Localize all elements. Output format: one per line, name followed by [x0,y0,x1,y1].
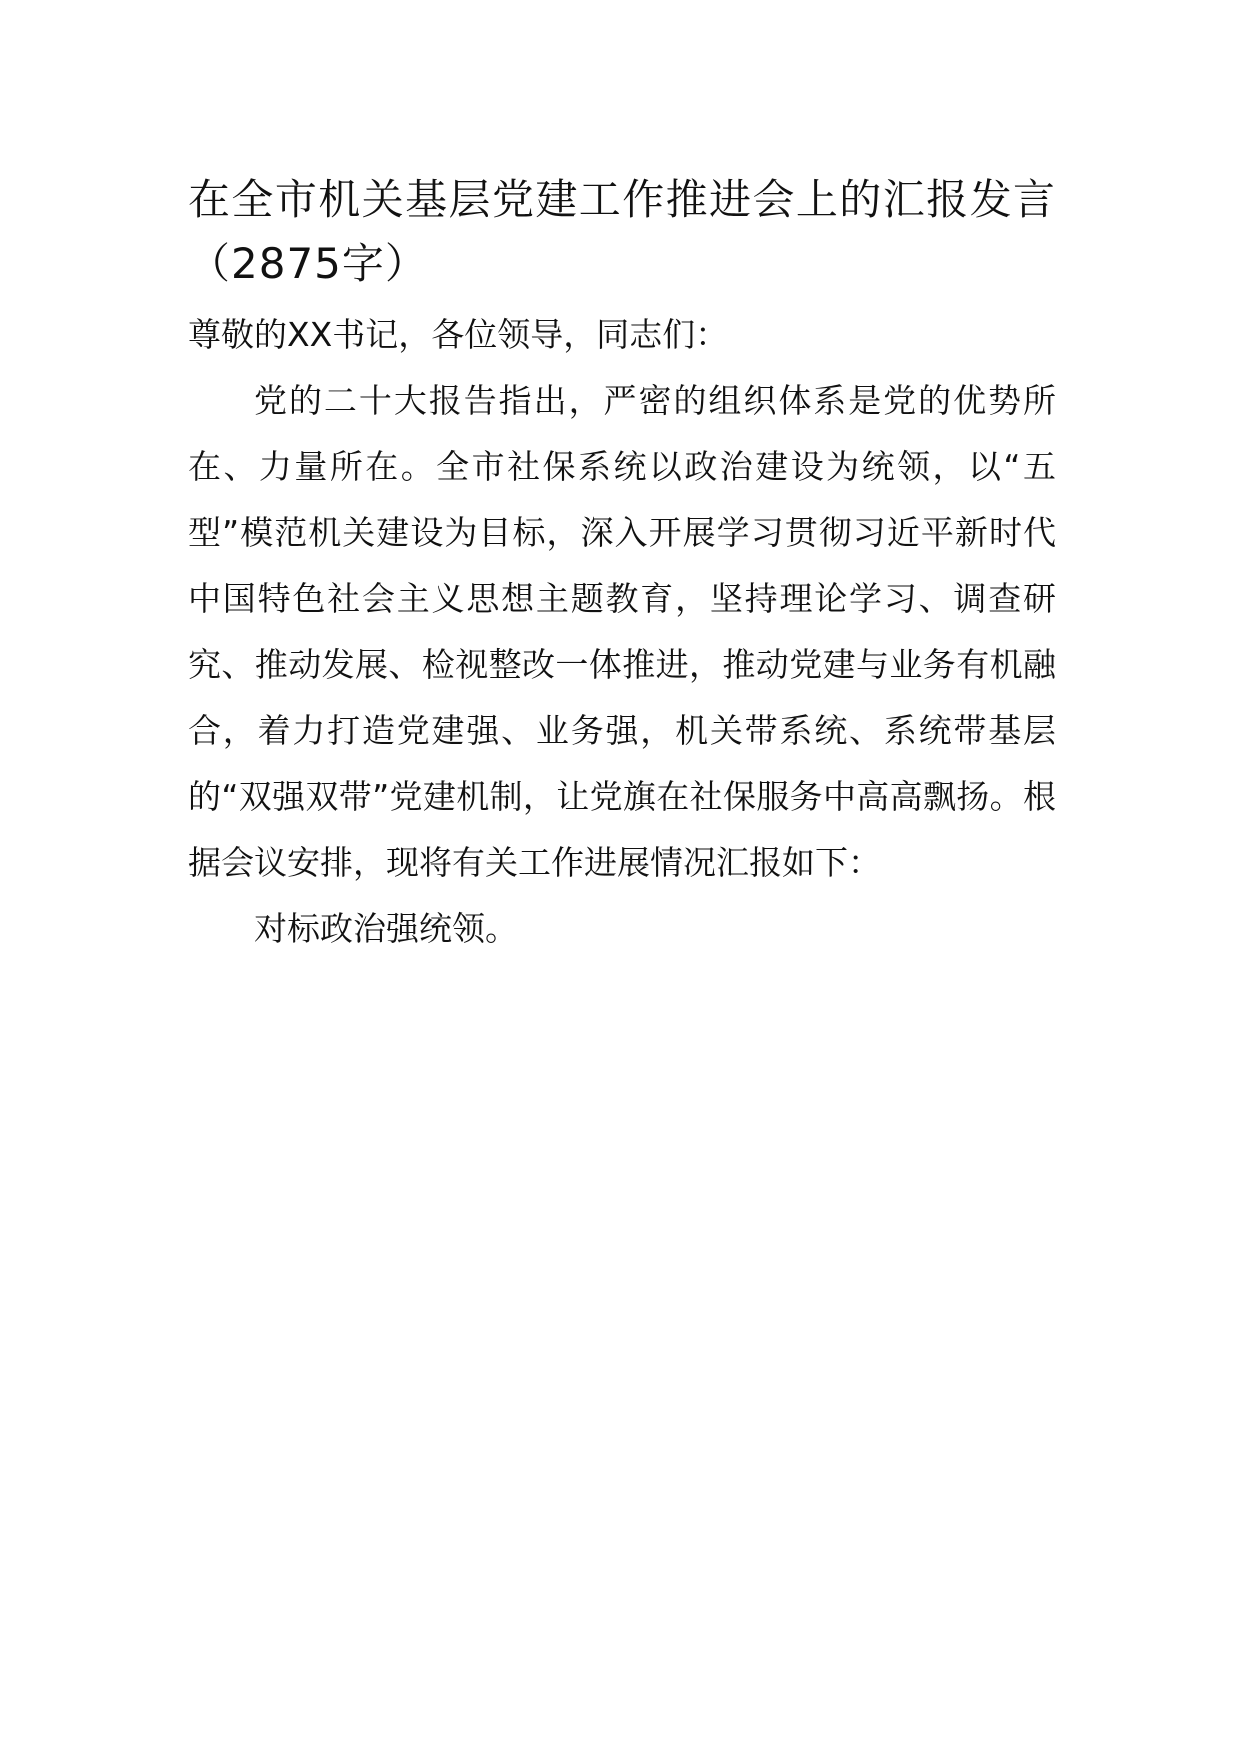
salutation: 尊敬的XX书记，各位领导，同志们： [188,315,729,354]
body-paragraph: 党的二十大报告指出，严密的组织体系是党的优势所在、力量所在。全市社保系统以政治建设为统领，以“五型”模范机关建设为目标，深入开展学习贯彻习近平新时代中国特色社会主义思想主题教育，坚持理论学习、调查研究、推动发展、检视整改一体推进，推动党建与业务有机融合，着力打造党建强、业务强，机关带系统、系统带基层的“双强双带”党建机制，让党旗在社保服务中高高飘扬。根据会议安排，现将有关工作进展情况汇报如下： [188,381,1056,882]
document-title: 在全市机关基层党建工作推进会上的汇报发言（2875字） [188,175,1056,288]
document-body [188,168,1056,962]
section-heading: 对标政治强统领。 [254,909,518,948]
